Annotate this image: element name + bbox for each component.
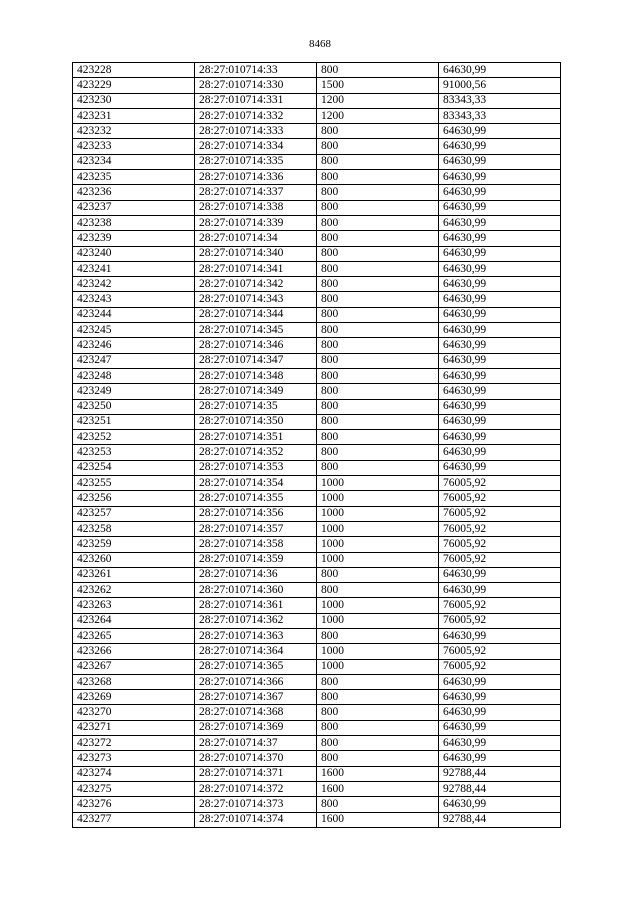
row-id-cell: 423262	[73, 583, 195, 598]
area-cell: 1200	[317, 108, 439, 123]
cadastral-number-cell: 28:27:010714:372	[195, 781, 317, 796]
page-number: 8468	[309, 38, 331, 50]
area-cell: 1000	[317, 613, 439, 628]
area-cell: 800	[317, 384, 439, 399]
cadastral-number-cell: 28:27:010714:361	[195, 598, 317, 613]
table-row	[73, 307, 561, 322]
table-row	[73, 93, 561, 108]
table-row	[73, 506, 561, 521]
value-cell: 64630,99	[439, 583, 561, 598]
row-id-cell: 423255	[73, 476, 195, 491]
table-row	[73, 705, 561, 720]
table-row	[73, 613, 561, 628]
cadastral-number-cell: 28:27:010714:357	[195, 521, 317, 536]
area-cell: 800	[317, 736, 439, 751]
value-cell: 64630,99	[439, 154, 561, 169]
value-cell: 64630,99	[439, 261, 561, 276]
value-cell: 76005,92	[439, 613, 561, 628]
table-row	[73, 185, 561, 200]
table-row	[73, 491, 561, 506]
value-cell: 64630,99	[439, 445, 561, 460]
area-cell: 1600	[317, 781, 439, 796]
cadastral-number-cell: 28:27:010714:356	[195, 506, 317, 521]
table-row	[73, 430, 561, 445]
area-cell: 800	[317, 215, 439, 230]
value-cell: 91000,56	[439, 78, 561, 93]
cadastral-number-cell: 28:27:010714:345	[195, 323, 317, 338]
cadastral-number-cell: 28:27:010714:371	[195, 766, 317, 781]
row-id-cell: 423268	[73, 674, 195, 689]
value-cell: 76005,92	[439, 476, 561, 491]
table-row	[73, 751, 561, 766]
row-id-cell: 423256	[73, 491, 195, 506]
cadastral-number-cell: 28:27:010714:373	[195, 797, 317, 812]
table-row	[73, 231, 561, 246]
table-row	[73, 552, 561, 567]
cadastral-number-cell: 28:27:010714:346	[195, 338, 317, 353]
cadastral-number-cell: 28:27:010714:367	[195, 690, 317, 705]
area-cell: 1000	[317, 491, 439, 506]
cadastral-number-cell: 28:27:010714:366	[195, 674, 317, 689]
value-cell: 64630,99	[439, 720, 561, 735]
value-cell: 92788,44	[439, 812, 561, 827]
area-cell: 800	[317, 797, 439, 812]
cadastral-number-cell: 28:27:010714:34	[195, 231, 317, 246]
area-cell: 800	[317, 200, 439, 215]
table-row	[73, 323, 561, 338]
cadastral-number-cell: 28:27:010714:374	[195, 812, 317, 827]
value-cell: 64630,99	[439, 292, 561, 307]
row-id-cell: 423250	[73, 399, 195, 414]
table-row	[73, 812, 561, 827]
table-row	[73, 170, 561, 185]
value-cell: 64630,99	[439, 139, 561, 154]
row-id-cell: 423260	[73, 552, 195, 567]
cadastral-number-cell: 28:27:010714:333	[195, 124, 317, 139]
cadastral-number-cell: 28:27:010714:335	[195, 154, 317, 169]
cadastral-number-cell: 28:27:010714:332	[195, 108, 317, 123]
row-id-cell: 423272	[73, 736, 195, 751]
table-row	[73, 124, 561, 139]
value-cell: 64630,99	[439, 705, 561, 720]
cadastral-number-cell: 28:27:010714:348	[195, 368, 317, 383]
value-cell: 64630,99	[439, 185, 561, 200]
row-id-cell: 423274	[73, 766, 195, 781]
area-cell: 1500	[317, 78, 439, 93]
row-id-cell: 423241	[73, 261, 195, 276]
cadastral-number-cell: 28:27:010714:354	[195, 476, 317, 491]
table-row	[73, 292, 561, 307]
table-row	[73, 399, 561, 414]
value-cell: 64630,99	[439, 674, 561, 689]
row-id-cell: 423232	[73, 124, 195, 139]
row-id-cell: 423245	[73, 323, 195, 338]
value-cell: 64630,99	[439, 231, 561, 246]
area-cell: 800	[317, 323, 439, 338]
area-cell: 1600	[317, 812, 439, 827]
table-row	[73, 414, 561, 429]
cadastral-number-cell: 28:27:010714:344	[195, 307, 317, 322]
table-row	[73, 445, 561, 460]
row-id-cell: 423249	[73, 384, 195, 399]
value-cell: 64630,99	[439, 338, 561, 353]
cadastral-number-cell: 28:27:010714:350	[195, 414, 317, 429]
area-cell: 800	[317, 368, 439, 383]
cadastral-number-cell: 28:27:010714:370	[195, 751, 317, 766]
value-cell: 64630,99	[439, 460, 561, 475]
cadastral-number-cell: 28:27:010714:355	[195, 491, 317, 506]
row-id-cell: 423275	[73, 781, 195, 796]
area-cell: 800	[317, 751, 439, 766]
area-cell: 800	[317, 185, 439, 200]
area-cell: 1000	[317, 659, 439, 674]
table-row	[73, 353, 561, 368]
row-id-cell: 423233	[73, 139, 195, 154]
cadastral-number-cell: 28:27:010714:337	[195, 185, 317, 200]
area-cell: 800	[317, 430, 439, 445]
table-row	[73, 277, 561, 292]
cadastral-number-cell: 28:27:010714:349	[195, 384, 317, 399]
table-row	[73, 63, 561, 78]
cadastral-number-cell: 28:27:010714:338	[195, 200, 317, 215]
row-id-cell: 423240	[73, 246, 195, 261]
area-cell: 800	[317, 307, 439, 322]
cadastral-number-cell: 28:27:010714:340	[195, 246, 317, 261]
area-cell: 1000	[317, 537, 439, 552]
table-row	[73, 139, 561, 154]
cadastral-number-cell: 28:27:010714:364	[195, 644, 317, 659]
cadastral-number-cell: 28:27:010714:365	[195, 659, 317, 674]
value-cell: 64630,99	[439, 323, 561, 338]
table-row	[73, 368, 561, 383]
cadastral-number-cell: 28:27:010714:362	[195, 613, 317, 628]
cadastral-number-cell: 28:27:010714:368	[195, 705, 317, 720]
table-row	[73, 690, 561, 705]
area-cell: 800	[317, 445, 439, 460]
row-id-cell: 423238	[73, 215, 195, 230]
row-id-cell: 423242	[73, 277, 195, 292]
area-cell: 800	[317, 231, 439, 246]
area-cell: 1000	[317, 552, 439, 567]
cadastral-number-cell: 28:27:010714:342	[195, 277, 317, 292]
value-cell: 64630,99	[439, 414, 561, 429]
cadastral-number-cell: 28:27:010714:339	[195, 215, 317, 230]
cadastral-number-cell: 28:27:010714:343	[195, 292, 317, 307]
cadastral-number-cell: 28:27:010714:336	[195, 170, 317, 185]
value-cell: 64630,99	[439, 200, 561, 215]
cadastral-number-cell: 28:27:010714:352	[195, 445, 317, 460]
cadastral-number-cell: 28:27:010714:33	[195, 63, 317, 78]
area-cell: 800	[317, 567, 439, 582]
value-cell: 64630,99	[439, 353, 561, 368]
table-row	[73, 659, 561, 674]
area-cell: 800	[317, 399, 439, 414]
value-cell: 76005,92	[439, 506, 561, 521]
row-id-cell: 423237	[73, 200, 195, 215]
table-row	[73, 583, 561, 598]
table-row	[73, 736, 561, 751]
row-id-cell: 423271	[73, 720, 195, 735]
row-id-cell: 423229	[73, 78, 195, 93]
area-cell: 1000	[317, 521, 439, 536]
area-cell: 800	[317, 705, 439, 720]
cadastral-number-cell: 28:27:010714:360	[195, 583, 317, 598]
area-cell: 800	[317, 628, 439, 643]
value-cell: 64630,99	[439, 63, 561, 78]
row-id-cell: 423248	[73, 368, 195, 383]
area-cell: 1600	[317, 766, 439, 781]
row-id-cell: 423273	[73, 751, 195, 766]
cadastral-number-cell: 28:27:010714:330	[195, 78, 317, 93]
value-cell: 64630,99	[439, 215, 561, 230]
row-id-cell: 423270	[73, 705, 195, 720]
row-id-cell: 423239	[73, 231, 195, 246]
value-cell: 76005,92	[439, 644, 561, 659]
value-cell: 64630,99	[439, 368, 561, 383]
area-cell: 800	[317, 277, 439, 292]
area-cell: 1000	[317, 476, 439, 491]
row-id-cell: 423253	[73, 445, 195, 460]
table-row	[73, 200, 561, 215]
row-id-cell: 423261	[73, 567, 195, 582]
area-cell: 800	[317, 124, 439, 139]
area-cell: 800	[317, 338, 439, 353]
value-cell: 64630,99	[439, 690, 561, 705]
table-row	[73, 781, 561, 796]
value-cell: 76005,92	[439, 521, 561, 536]
table-row	[73, 537, 561, 552]
area-cell: 800	[317, 720, 439, 735]
table-row	[73, 108, 561, 123]
row-id-cell: 423258	[73, 521, 195, 536]
row-id-cell: 423259	[73, 537, 195, 552]
row-id-cell: 423254	[73, 460, 195, 475]
value-cell: 76005,92	[439, 659, 561, 674]
row-id-cell: 423236	[73, 185, 195, 200]
cadastral-number-cell: 28:27:010714:341	[195, 261, 317, 276]
value-cell: 92788,44	[439, 766, 561, 781]
cadastral-number-cell: 28:27:010714:351	[195, 430, 317, 445]
value-cell: 64630,99	[439, 567, 561, 582]
area-cell: 800	[317, 261, 439, 276]
area-cell: 1200	[317, 93, 439, 108]
row-id-cell: 423263	[73, 598, 195, 613]
row-id-cell: 423267	[73, 659, 195, 674]
value-cell: 64630,99	[439, 124, 561, 139]
area-cell: 800	[317, 139, 439, 154]
value-cell: 83343,33	[439, 93, 561, 108]
area-cell: 800	[317, 246, 439, 261]
value-cell: 76005,92	[439, 598, 561, 613]
area-cell: 800	[317, 353, 439, 368]
area-cell: 800	[317, 154, 439, 169]
row-id-cell: 423234	[73, 154, 195, 169]
table-row	[73, 644, 561, 659]
table-row	[73, 766, 561, 781]
row-id-cell: 423269	[73, 690, 195, 705]
table-row	[73, 246, 561, 261]
value-cell: 64630,99	[439, 307, 561, 322]
area-cell: 800	[317, 414, 439, 429]
table-body	[73, 63, 561, 828]
row-id-cell: 423243	[73, 292, 195, 307]
cadastral-number-cell: 28:27:010714:35	[195, 399, 317, 414]
row-id-cell: 423266	[73, 644, 195, 659]
cadastral-number-cell: 28:27:010714:369	[195, 720, 317, 735]
area-cell: 800	[317, 63, 439, 78]
value-cell: 64630,99	[439, 277, 561, 292]
cadastral-number-cell: 28:27:010714:347	[195, 353, 317, 368]
table-row	[73, 154, 561, 169]
cadastral-number-cell: 28:27:010714:358	[195, 537, 317, 552]
table-row	[73, 78, 561, 93]
row-id-cell: 423277	[73, 812, 195, 827]
value-cell: 64630,99	[439, 384, 561, 399]
table-row	[73, 384, 561, 399]
row-id-cell: 423235	[73, 170, 195, 185]
value-cell: 92788,44	[439, 781, 561, 796]
area-cell: 800	[317, 690, 439, 705]
table-row	[73, 567, 561, 582]
area-cell: 1000	[317, 644, 439, 659]
value-cell: 64630,99	[439, 797, 561, 812]
table-row	[73, 261, 561, 276]
area-cell: 800	[317, 460, 439, 475]
row-id-cell: 423231	[73, 108, 195, 123]
cadastral-number-cell: 28:27:010714:37	[195, 736, 317, 751]
row-id-cell: 423246	[73, 338, 195, 353]
row-id-cell: 423230	[73, 93, 195, 108]
value-cell: 64630,99	[439, 751, 561, 766]
value-cell: 64630,99	[439, 736, 561, 751]
row-id-cell: 423264	[73, 613, 195, 628]
value-cell: 83343,33	[439, 108, 561, 123]
row-id-cell: 423251	[73, 414, 195, 429]
cadastral-number-cell: 28:27:010714:36	[195, 567, 317, 582]
table-row	[73, 215, 561, 230]
row-id-cell: 423247	[73, 353, 195, 368]
value-cell: 76005,92	[439, 552, 561, 567]
value-cell: 64630,99	[439, 399, 561, 414]
value-cell: 64630,99	[439, 628, 561, 643]
row-id-cell: 423252	[73, 430, 195, 445]
table-row	[73, 460, 561, 475]
area-cell: 800	[317, 674, 439, 689]
value-cell: 64630,99	[439, 246, 561, 261]
table-row	[73, 797, 561, 812]
cadastral-number-cell: 28:27:010714:359	[195, 552, 317, 567]
table-row	[73, 476, 561, 491]
row-id-cell: 423276	[73, 797, 195, 812]
value-cell: 64630,99	[439, 170, 561, 185]
row-id-cell: 423257	[73, 506, 195, 521]
table-row	[73, 628, 561, 643]
table-row	[73, 674, 561, 689]
cadastral-number-cell: 28:27:010714:334	[195, 139, 317, 154]
cadastral-number-cell: 28:27:010714:363	[195, 628, 317, 643]
area-cell: 1000	[317, 506, 439, 521]
cadastral-number-cell: 28:27:010714:331	[195, 93, 317, 108]
area-cell: 800	[317, 292, 439, 307]
value-cell: 64630,99	[439, 430, 561, 445]
table-row	[73, 720, 561, 735]
value-cell: 76005,92	[439, 537, 561, 552]
table-row	[73, 521, 561, 536]
table-row	[73, 598, 561, 613]
row-id-cell: 423228	[73, 63, 195, 78]
cadastral-number-cell: 28:27:010714:353	[195, 460, 317, 475]
area-cell: 800	[317, 583, 439, 598]
area-cell: 1000	[317, 598, 439, 613]
value-cell: 76005,92	[439, 491, 561, 506]
table-row	[73, 338, 561, 353]
area-cell: 800	[317, 170, 439, 185]
cadastral-table	[72, 62, 561, 828]
row-id-cell: 423265	[73, 628, 195, 643]
row-id-cell: 423244	[73, 307, 195, 322]
